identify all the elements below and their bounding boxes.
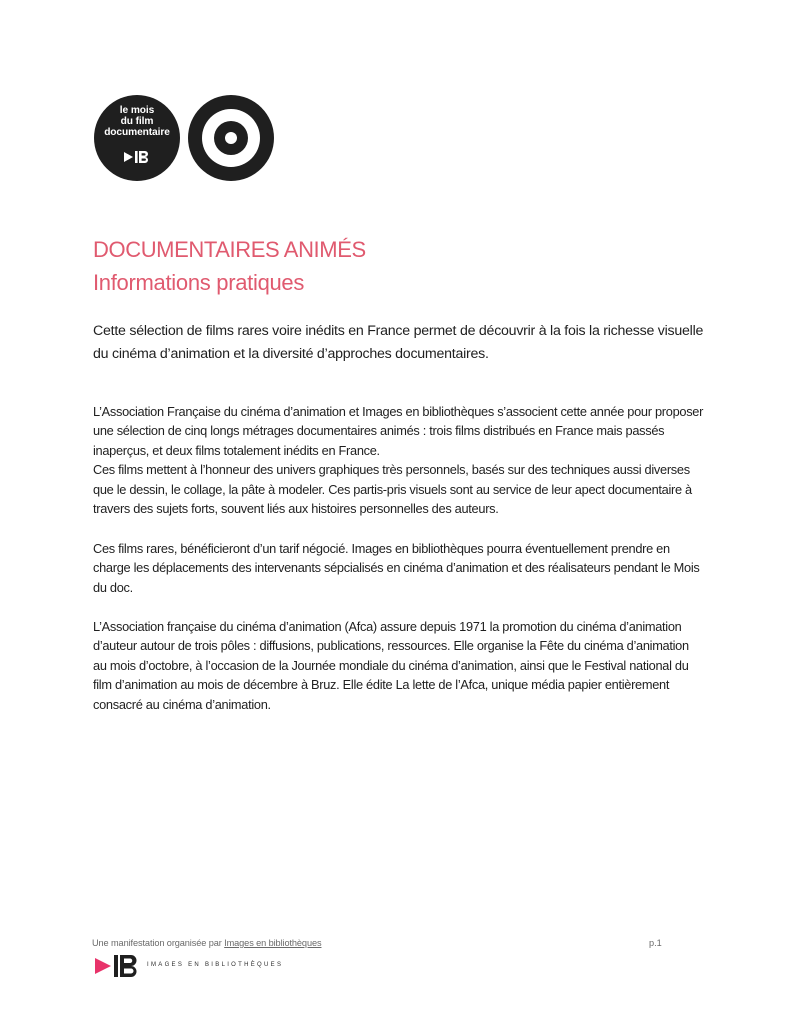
paragraph-afca: L’Association française du cinéma d’animation (Afca) assure depuis 1971 la promotion du cinéma d’animation d’auteur autour de trois pôles : diffusions, publications, ressources. Elle organise la Fête du cinéma d’animation au mois d’octobre, à l’occasion de la Journée mondiale du cinéma d’animation, ainsi que le Festival national du film d’animation au mois de décembre à Bruz. Elle édite La lette de l’Afca, unique média papier entièrement consacré au cinéma d’animation. <box>93 619 689 712</box>
page-number: p.1 <box>649 938 662 948</box>
footer-link-images-en-bibliotheques[interactable]: Images en bibliothèques <box>224 938 322 948</box>
paragraph-association <box>93 402 705 518</box>
ib-mini-icon <box>124 150 152 164</box>
header-logos <box>94 95 274 181</box>
target-dot <box>225 132 237 144</box>
target-circle-logo <box>188 95 274 181</box>
images-en-bibliotheques-logo <box>95 953 284 979</box>
mois-du-film-documentaire-logo <box>94 95 180 181</box>
logo-line-1: le mois <box>119 105 155 116</box>
footer-credit-prefix: Une manifestation organisée par <box>92 938 225 948</box>
footer-brand-text: IMAGES EN BIBLIOTHÈQUES <box>147 962 284 968</box>
document-title: DOCUMENTAIRES ANIMÉS <box>93 237 366 262</box>
paragraph-association-part-2: Ces films mettent à l’honneur des univers graphiques très personnels, basés sur des techniques aussi diverses que le dessin, le collage, la pâte à modeler. Ces partis-pris visuels sont au service de leur apect documentaire à travers des sujets forts, souvent liés aux histoires personnelles des auteurs. <box>93 462 692 517</box>
intro-paragraph: Cette sélection de films rares voire inédits en France permet de découvrir à la fois la richesse visuelle du cinéma d’animation et la diversité d’approches documentaires. <box>93 323 704 362</box>
document-subtitle: Informations pratiques <box>93 270 305 295</box>
logo-line-2: du film <box>120 116 154 127</box>
footer-credit <box>92 938 321 948</box>
paragraph-association-part-1: L’Association Française du cinéma d’animation et Images en bibliothèques s’associent cette année pour proposer une sélection de cinq longs métrages documentaires animés : trois films distribués en France mais passés inaperçus, et deux films totalement inédits en France. <box>93 404 704 458</box>
logo-line-3: documentaire <box>104 127 170 138</box>
paragraph-tarif: Ces films rares, bénéficieront d’un tarif négocié. Images en bibliothèques pourra éventuellement prendre en charge les déplacements des intervenants sépcialisés en cinéma d’animation et des réalisateurs pendant le Mois du doc. <box>93 541 700 595</box>
ib-logo-icon <box>95 953 145 979</box>
